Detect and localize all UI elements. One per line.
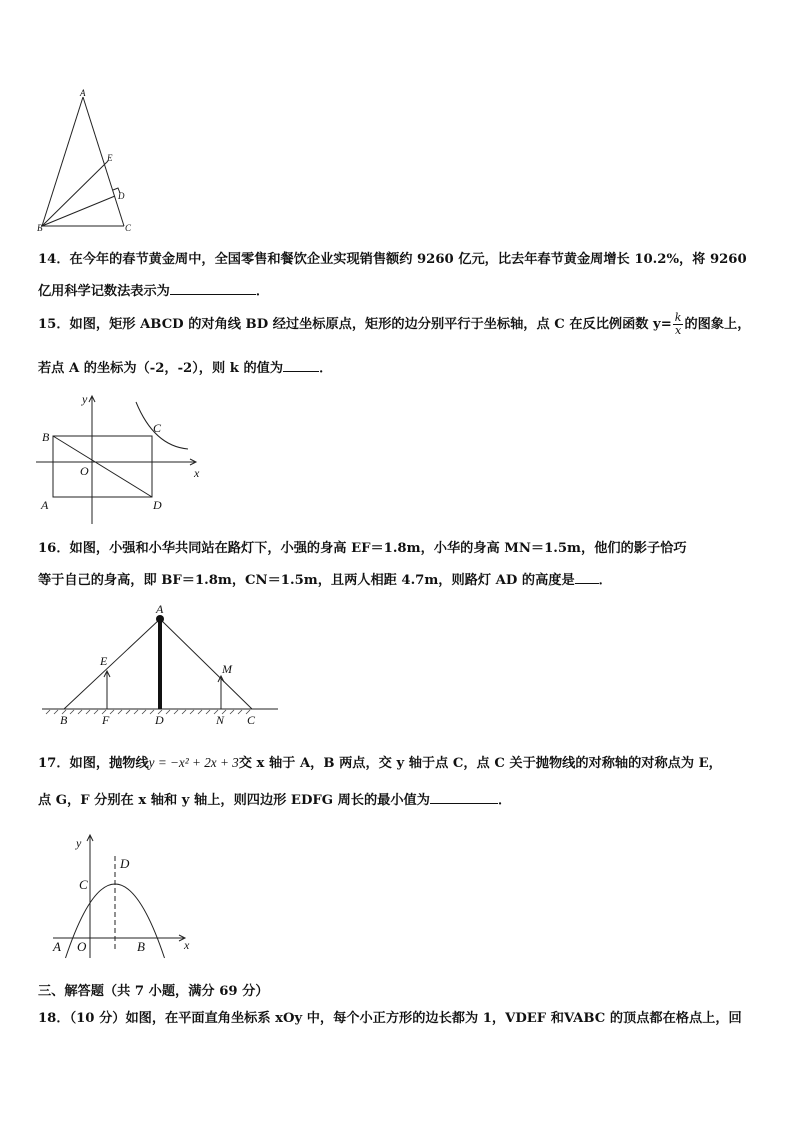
q17-text1a: 17．如图，抛物线	[38, 756, 149, 771]
q17-text2: 点 G，F 分别在 x 轴和 y 轴上，则四边形 EDFG 周长的最小值为	[38, 793, 430, 808]
q15-line2	[38, 358, 332, 379]
label-N: N	[216, 713, 225, 727]
fraction-numerator: k	[674, 311, 682, 324]
q15-line1	[38, 312, 750, 337]
q14-line1	[38, 250, 747, 270]
label-E: E	[107, 153, 113, 163]
section-3-heading	[38, 982, 269, 1002]
axis-label-y: y	[76, 836, 82, 850]
label-C: C	[125, 223, 132, 233]
q14-text1: 14．在今年的春节黄金周中，全国零售和餐饮企业实现销售额约 9260 亿元，比去年春节黄金周增长 10.2%，将 9260	[38, 252, 747, 267]
label-E: E	[100, 654, 108, 668]
label-A: A	[41, 498, 49, 512]
label-F: F	[102, 713, 110, 727]
label-C: C	[247, 713, 256, 727]
q17-text2-end: ．	[497, 793, 512, 808]
q15-text2: 若点 A 的坐标为（-2，-2），则 k 的值为	[38, 361, 284, 376]
answer-blank-q16	[575, 570, 599, 584]
axis-label-x: x	[184, 938, 190, 952]
q17-line2	[38, 790, 511, 811]
parabola-formula: y = −x² + 2x + 3	[148, 755, 239, 770]
label-B: B	[37, 223, 43, 233]
q16-text1: 16．如图，小强和小华共同站在路灯下，小强的身高 EF＝1.8m，小华的身高 MN＝1.5m，他们的影子恰巧	[38, 541, 687, 556]
q17-line1	[38, 753, 722, 774]
parabola-figure-q17	[45, 830, 195, 960]
fraction-k-over-x	[673, 312, 684, 337]
q16-line2	[38, 570, 612, 591]
q14-line2	[38, 281, 269, 302]
answer-blank-q17	[430, 790, 498, 804]
label-A: A	[53, 939, 61, 954]
label-M: M	[222, 662, 232, 676]
q16-text2: 等于自己的身高，即 BF＝1.8m，CN＝1.5m，且两人相距 4.7m，则路灯 AD 的高度是	[38, 573, 575, 588]
label-C: C	[153, 421, 162, 435]
q15-text1-end: 的图象上，	[684, 317, 751, 332]
label-B: B	[60, 713, 68, 727]
label-O: O	[77, 939, 87, 954]
label-B: B	[137, 939, 145, 954]
q18-text: 18．（10 分）如图，在平面直角坐标系 xOy 中，每个小正方形的边长都为 1，VDEF 和VABC 的顶点都在格点上，回	[38, 1011, 742, 1026]
rectangle-hyperbola-figure-q15	[36, 392, 206, 527]
q17-text1b: 交 x 轴于 A，B 两点，交 y 轴于点 C，点 C 关于抛物线的对称轴的对称点为 E，	[238, 756, 722, 771]
street-lamp-figure-q16	[40, 602, 285, 727]
q14-text2: 亿用科学记数法表示为	[38, 284, 170, 299]
q18-line1	[38, 1009, 742, 1029]
section-3-title: 三、解答题（共 7 小题，满分 69 分）	[38, 984, 269, 999]
q15-text1: 15．如图，矩形 ABCD 的对角线 BD 经过坐标原点，矩形的边分别平行于坐标轴，点 C 在反比例函数 y=	[38, 317, 672, 332]
axis-label-y: y	[82, 392, 88, 406]
q15-text2-end: ．	[319, 361, 333, 376]
answer-blank-q15	[283, 358, 319, 372]
label-D: D	[120, 856, 130, 871]
label-C: C	[79, 877, 88, 892]
q16-text2-end: ．	[598, 573, 612, 588]
fraction-denominator: x	[675, 324, 682, 337]
q16-line1	[38, 539, 687, 559]
axis-label-x: x	[194, 466, 200, 480]
label-O: O	[80, 464, 89, 478]
label-A: A	[80, 88, 86, 98]
label-D: D	[155, 713, 164, 727]
q14-text2-end: ．	[255, 284, 270, 299]
answer-blank-q14	[170, 281, 256, 295]
triangle-figure-q13	[30, 86, 140, 236]
label-B: B	[42, 430, 50, 444]
label-D: D	[118, 191, 125, 201]
label-A: A	[156, 602, 164, 616]
label-D: D	[153, 498, 162, 512]
